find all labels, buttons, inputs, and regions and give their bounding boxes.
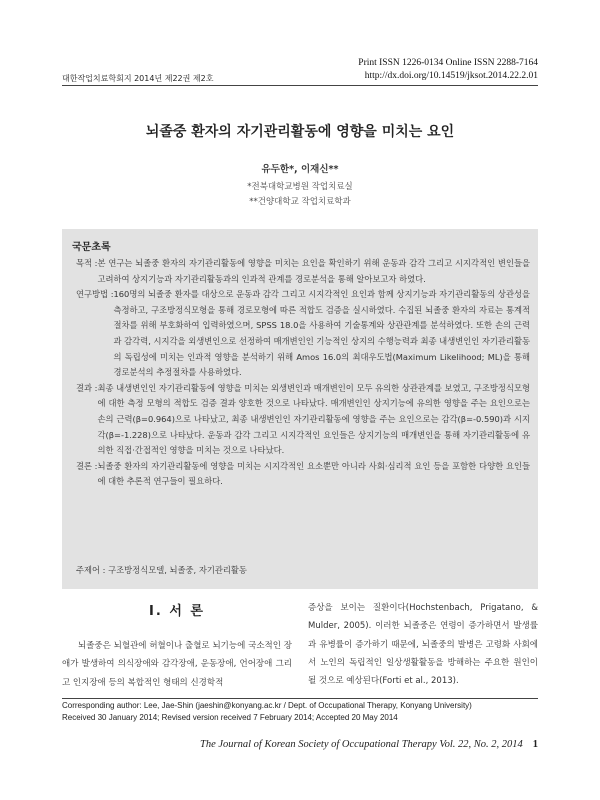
abstract-conclusion-text: 뇌졸중 환자의 자기관리활동에 영향을 미치는 시지각적인 요소뿐만 아니라 사회·심리적 요인 등을 포함한 다양한 요인들에 대한 추론적 연구들이 필요하다. bbox=[97, 460, 530, 487]
journal-citation: The Journal of Korean Society of Occupational Therapy Vol. 22, No. 2, 2014 bbox=[200, 739, 523, 750]
section-heading-introduction: Ⅰ. 서 론 bbox=[149, 604, 205, 619]
journal-korean-header: 대한작업치료학회지 2014년 제22권 제2호 bbox=[62, 74, 214, 83]
author-list: 유두한*, 이재신** bbox=[261, 164, 339, 175]
abstract-purpose-text: 본 연구는 뇌졸중 환자의 자기관리활동에 영향을 미치는 요인을 확인하기 위해 운동과 감각 그리고 시지각적인 변인들을 고려하여 상지기능과 자기관리활동과의 인과적 관계를 경로분석을 통해 알아보고자 하였다. bbox=[97, 258, 530, 284]
intro-left-column: 뇌졸중은 뇌혈관에 허혈이나 출혈로 뇌기능에 국소적인 장애가 발생하여 의식장애와 감각장애, 운동장애, 언어장애 그리고 인지장애 등의 복합적인 형태의 신경학적 bbox=[62, 641, 292, 688]
abstract-purpose bbox=[76, 256, 530, 287]
affiliation-2: **건양대학교 작업치료학과 bbox=[249, 197, 351, 207]
abstract-keywords: 주제어 : 구조방정식모델, 뇌졸중, 자기관리활동 bbox=[76, 565, 247, 575]
intro-right-column: 증상을 보이는 질환이다(Hochstenbach, Prigatano, & Mulder, 2005). 이러한 뇌졸중은 연령이 증가하면서 발생률과 유병률이 증가하기 때문에, 뇌졸중의 발병은 고령화 사회에서 노인의 독립적인 일상생활활동을 방해하는 주요한 원인이 될 것으로 예상된다(Forti et al., 2013). bbox=[308, 603, 538, 687]
abstract-box bbox=[62, 229, 538, 589]
abstract-conclusion-label: 결론 : bbox=[76, 460, 98, 471]
abstract-body bbox=[76, 256, 530, 490]
abstract-results-label: 결과 : bbox=[76, 382, 98, 393]
abstract-purpose-label: 목적 : bbox=[76, 258, 98, 268]
abstract-methods-text: 160명의 뇌졸중 환자를 대상으로 운동과 감각 그리고 시지각적인 요인과 함께 상지기능과 자기관리활동의 상관성을 측정하고, 구조방정식모형을 통해 경로모형에 따른 적합도 검증을 실시하였다. 수집된 뇌졸중 환자의 자료는 통계적 절차를 위해 부호화하여 입력하였으며, SPSS 18.0을 사용하여 기술통계와 상관관계를 분석하였다. 또한 손의 근력과 감각력, 시지각을 외생변인으로 선정하여 매개변인인 기능적인 상지의 수행능력과 최종 내생변인인 자기관리활동의 독립성에 미치는 인과적 영향을 분석하기 위해 Amos 16.0의 최대우도법(Maximum Likelihood; ML)을 통해 경로분석의 추정절차를 사용하였다. bbox=[113, 289, 530, 378]
journal-footer bbox=[62, 739, 538, 750]
abstract-results bbox=[76, 381, 530, 459]
footnote bbox=[62, 700, 538, 724]
footnote-divider bbox=[62, 698, 538, 699]
abstract-conclusion bbox=[76, 459, 530, 490]
doi-link[interactable]: http://dx.doi.org/10.14519/jksot.2014.22.2.01 bbox=[364, 71, 538, 81]
abstract-methods-label: 연구방법 : bbox=[76, 289, 114, 300]
page-number: 1 bbox=[532, 739, 538, 750]
corresponding-author: Corresponding author: Lee, Jae-Shin (jaeshin@konyang.ac.kr / Dept. of Occupational Therapy, Konyang University) bbox=[62, 701, 472, 710]
received-dates: Received 30 January 2014; Revised version received 7 February 2014; Accepted 20 May 2014 bbox=[62, 713, 398, 722]
issn-line: Print ISSN 1226-0134 Online ISSN 2288-7164 bbox=[358, 58, 538, 68]
header-identifiers bbox=[358, 57, 538, 83]
paper-title: 뇌졸중 환자의 자기관리활동에 영향을 미치는 요인 bbox=[145, 124, 455, 140]
affiliation-1: *전북대학교병원 작업치료실 bbox=[247, 182, 353, 192]
header-divider bbox=[62, 85, 538, 86]
abstract-heading: 국문초록 bbox=[72, 242, 111, 253]
abstract-results-text: 최종 내생변인인 자기관리활동에 영향을 미치는 외생변인과 매개변인이 모두 유의한 상관관계를 보였고, 구조방정식모형에 대한 측정 모형의 적합도 검증 결과 양호한 것으로 나타났다. 매개변인인 상지기능에 유의한 영향을 주는 요인으로는 손의 근력(β=0.964)으로 나타났고, 최종 내생변인인 자기관리활동에 영향을 주는 요인으로는 감각(β=-0.590)과 시지각(β=-1.228)으로 나타났다. 운동과 감각 그리고 시지각적인 요인들은 상지기능의 매개변인을 통해 자기관리활동에 유의한 직접·간접적인 영향을 미치는 것으로 나타났다. bbox=[97, 382, 530, 456]
abstract-methods bbox=[76, 287, 530, 381]
